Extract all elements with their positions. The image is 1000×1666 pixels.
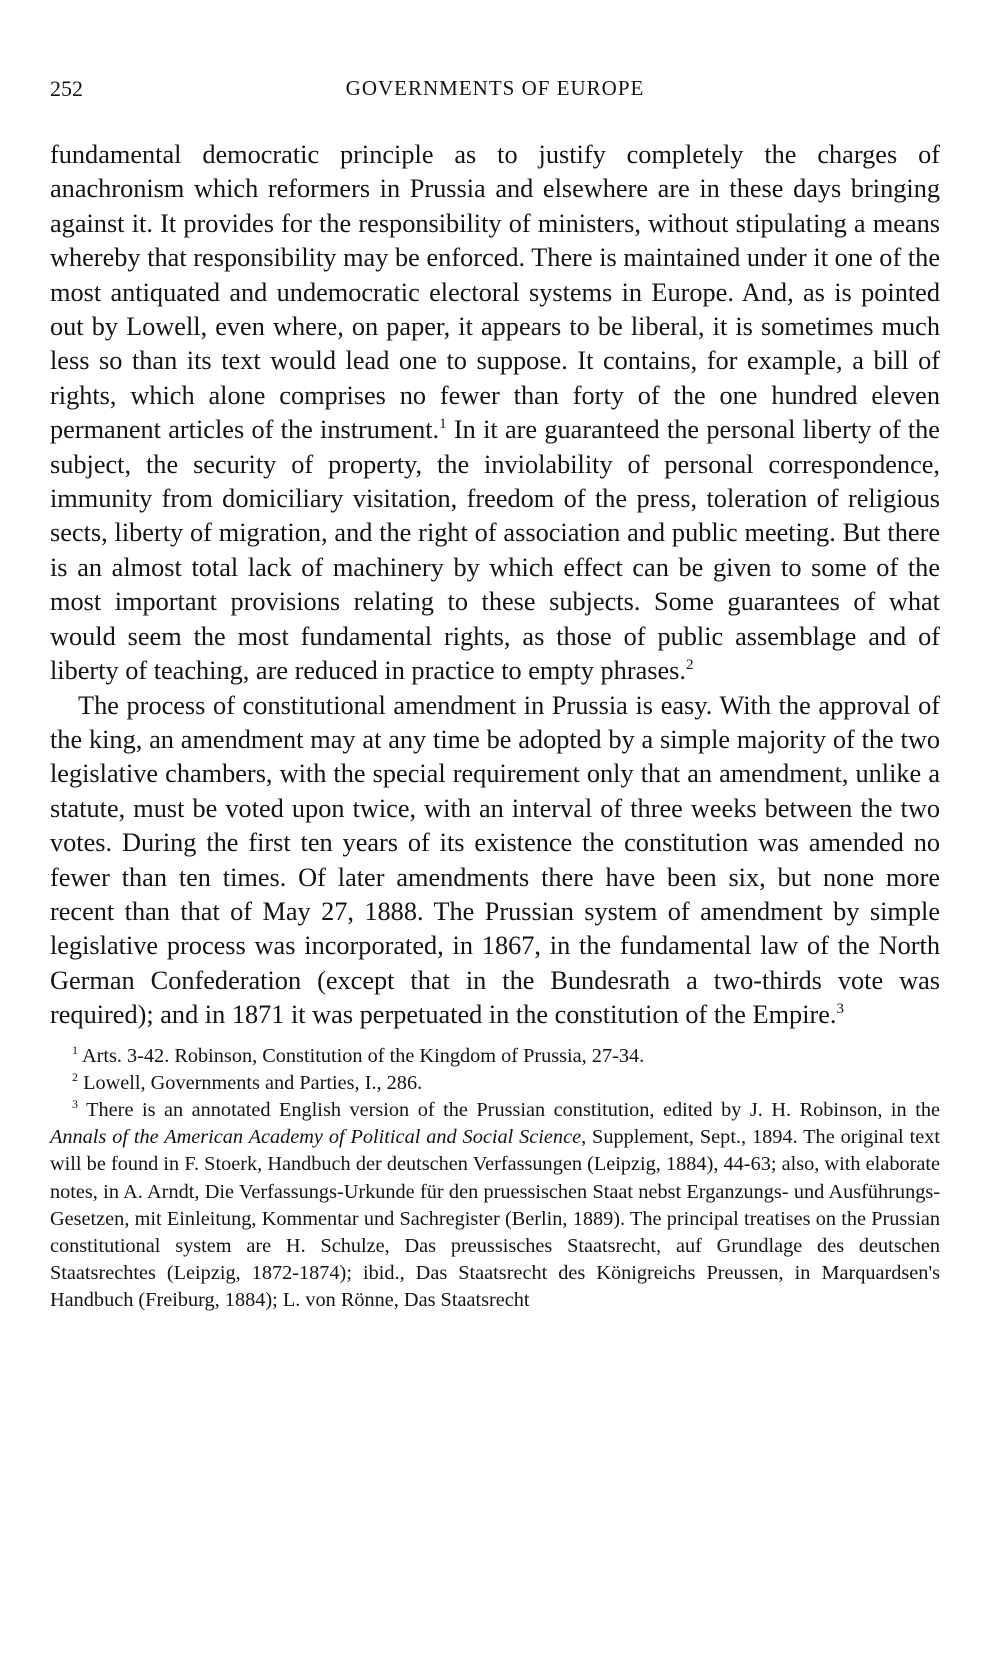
footnote-text: Lowell, Governments and Parties, I., 286. — [83, 1071, 423, 1094]
footnote-reference: 2 — [685, 657, 694, 674]
paragraph — [50, 138, 940, 689]
running-head — [50, 72, 940, 112]
footnote-reference: 1 — [439, 416, 447, 433]
footnote-italic-title: Annals of the American Academy of Political and Social Science — [50, 1126, 582, 1149]
footnote-text: , Supplement, Sept., 1894. The original text will be found in F. Stoerk, Handbuch der deutschen Verfassungen (Leipzig, 1884), 44-63; also, with elaborate notes, in A. Arndt, Die Verfassungs-Urkunde für den pruessischen Staat nebst Erganzungs- und Ausführungs-Gesetzen, mit Einleitung, Kommentar und Sachregister (Berlin, 1889). The principal treatises on the Prussian constitutional system are H. Schulze, Das preussisches Staatsrecht, auf Grundlage des deutschen Staatsrechtes (Leipzig, 1872-1874); ibid., Das Staatsrecht des Königreichs Preussen, in Marquardsen's Handbuch (Freiburg, 1884); L. von Rönne, Das Staatsrecht — [50, 1126, 940, 1312]
footnote-text: Arts. 3-42. Robinson, Constitution of the Kingdom of Prussia, 27-34. — [81, 1044, 645, 1067]
footnote — [50, 1043, 940, 1070]
running-title: GOVERNMENTS OF EUROPE — [345, 76, 645, 100]
footnotes — [50, 1043, 940, 1315]
footnote — [50, 1097, 940, 1315]
footnote-text: There is an annotated English version of the Prussian constitution, edited by J. H. Robinson, in the — [86, 1098, 940, 1121]
footnote-reference: 3 — [836, 1001, 845, 1018]
footnote-marker: 1 — [72, 1042, 78, 1057]
footnote — [50, 1070, 940, 1097]
paragraph-text: The process of constitutional amendment in Prussia is easy. With the approval of the king, an amendment may at any time be adopted by a simple majority of the two legislative chambers, with the special requirement only that an amendment, unlike a statute, must be voted upon twice, with an interval of three weeks between the two votes. During the first ten years of its existence the constitution was amended no fewer than ten times. Of later amendments there have been six, but none more recent than that of May 27, 1888. The Prussian system of amendment by simple legislative process was incorporated, in 1867, in the fundamental law of the North German Confederation (except that in the Bundesrath a two-thirds vote was required); and in 1871 it was perpetuated in the constitution of the Empire. — [50, 690, 940, 1030]
paragraph — [50, 689, 940, 1033]
page-number: 252 — [50, 76, 83, 101]
paragraph-text: In it are guaranteed the personal liberty of the subject, the security of property, the inviolability of personal correspondence, immunity from domiciliary visitation, freedom of the press, toleration of religious sects, liberty of migration, and the right of association and public meeting. But there is an almost total lack of machinery by which effect can be given to some of the most important provisions relating to these subjects. Some guarantees of what would seem the most fundamental rights, as those of public assemblage and of liberty of teaching, are reduced in practice to empty phrases. — [50, 415, 940, 686]
book-page — [50, 72, 940, 1315]
footnote-marker: 3 — [72, 1097, 78, 1112]
body-text — [50, 138, 940, 1033]
footnote-marker: 2 — [72, 1070, 78, 1084]
paragraph-text: fundamental democratic principle as to justify completely the charges of anachronism which reformers in Prussia and elsewhere are in these days bringing against it. It provides for the responsibility of ministers, without stipulating a means whereby that responsibility may be enforced. There is maintained under it one of the most antiquated and undemocratic electoral systems in Europe. And, as is pointed out by Lowell, even where, on paper, it appears to be liberal, it is sometimes much less so than its text would lead one to suppose. It contains, for example, a bill of rights, which alone comprises no fewer than forty of the one hundred eleven permanent articles of the instrument. — [50, 140, 940, 445]
